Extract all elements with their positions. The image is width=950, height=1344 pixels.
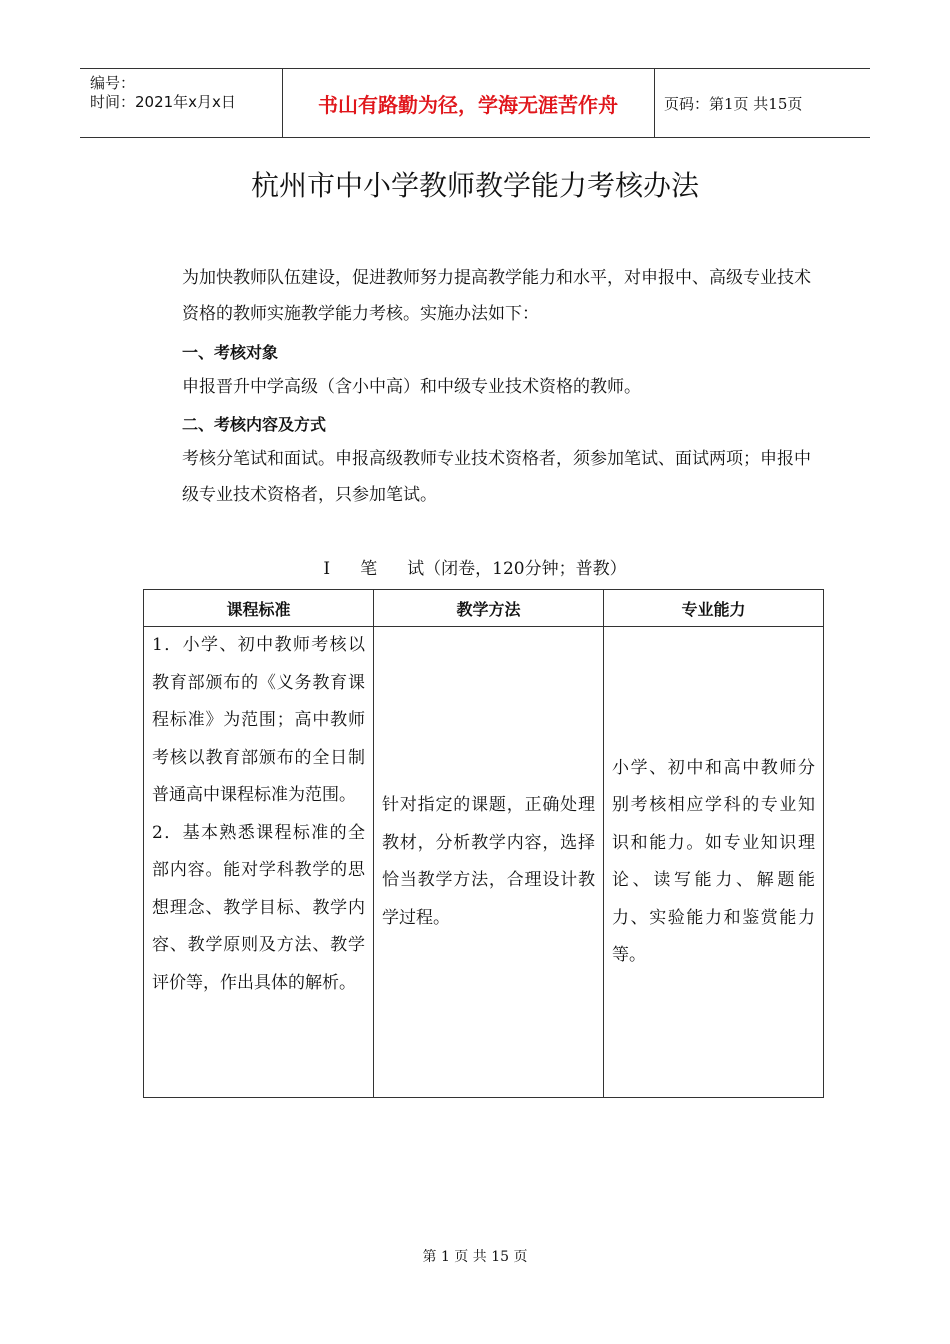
page-footer: 第 1 页 共 15 页 — [422, 1249, 528, 1265]
section-heading-1: 一、考核对象 — [182, 343, 279, 362]
document-title: 杭州市中小学教师教学能力考核办法 — [250, 169, 699, 202]
caption-roman: Ⅰ — [323, 559, 331, 579]
caption-word1: 笔 — [360, 559, 378, 579]
section-heading-2: 二、考核内容及方式 — [182, 415, 327, 434]
section-body-2: 考核分笔试和面试。申报高级教师专业技术资格者，须参加笔试、面试两项；申报中级专业技术资格者，只参加笔试。 — [182, 449, 811, 505]
section-body-1: 申报晋升中学高级（含小中高）和中级专业技术资格的教师。 — [182, 377, 641, 397]
column-header: 教学方法 — [374, 590, 604, 627]
header-page-info: 页码：第1页 共15页 — [664, 94, 803, 113]
number-label: 编号： — [90, 74, 136, 92]
table-cell-ability: 小学、初中和高中教师分别考核相应学科的专业知识和能力。如专业知识理论、读写能力、解题能力、实验能力和鉴赏能力等。 — [604, 627, 824, 1098]
table-header-row — [144, 590, 824, 627]
header-divider — [654, 69, 655, 137]
header-motto: 书山有路勤为径，学海无涯苦作舟 — [318, 92, 618, 117]
header-meta — [80, 69, 282, 137]
curriculum-item-1: 1．小学、初中教师考核以教育部颁布的《义务教育课程标准》为范围；高中教师考核以教育部颁布的全日制普通高中课程标准为范围。 — [152, 635, 365, 805]
assessment-table — [143, 589, 824, 1098]
table-row — [144, 627, 824, 1098]
column-header: 专业能力 — [604, 590, 824, 627]
document-header — [80, 68, 870, 138]
time-label: 时间：2021年x月x日 — [90, 93, 236, 111]
caption-word2: 试（闭卷，120分钟；普教） — [407, 559, 627, 579]
intro-paragraph: 为加快教师队伍建设，促进教师努力提高教学能力和水平，对申报中、高级专业技术资格的教师实施教学能力考核。实施办法如下： — [182, 268, 811, 324]
table-cell-curriculum — [144, 627, 374, 1098]
table-caption — [0, 554, 950, 579]
table-cell-method: 针对指定的课题，正确处理教材，分析教学内容，选择恰当教学方法，合理设计教学过程。 — [374, 627, 604, 1098]
curriculum-item-2: 2．基本熟悉课程标准的全部内容。能对学科教学的思想理念、教学目标、教学内容、教学原则及方法、教学评价等，作出具体的解析。 — [152, 822, 365, 993]
column-header: 课程标准 — [144, 590, 374, 627]
